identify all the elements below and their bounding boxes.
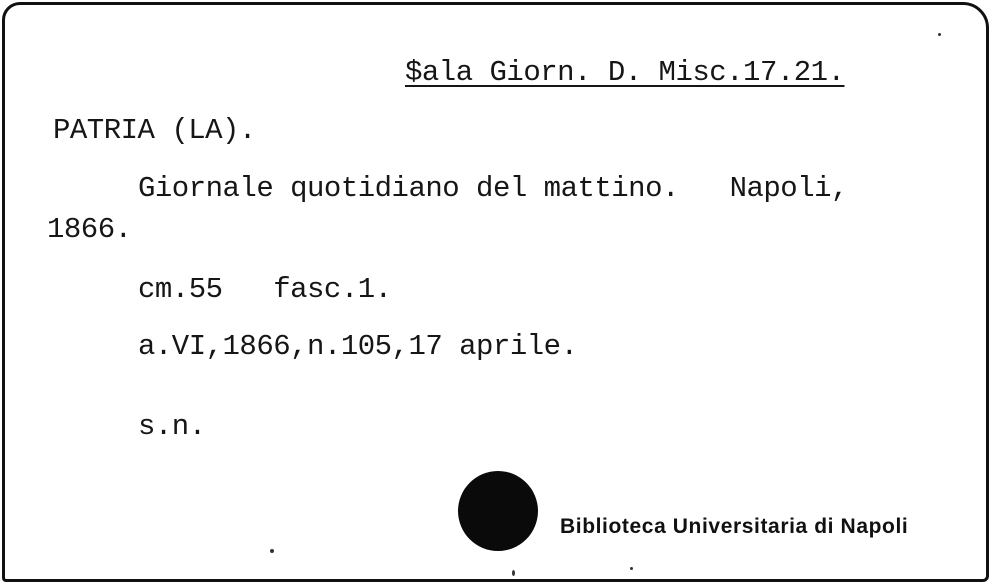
speck-mark (630, 567, 633, 570)
speck-mark (512, 570, 515, 576)
library-stamp-text: Biblioteca Universitaria di Napoli (560, 515, 909, 538)
issue-details: a.VI,1866,n.105,17 aprile. (138, 330, 578, 363)
description-line-2: 1866. (47, 213, 132, 246)
record-title: PATRIA (LA). (53, 114, 256, 147)
publisher-note: s.n. (138, 410, 206, 443)
speck-mark (938, 33, 941, 36)
library-stamp-dot-icon (458, 471, 538, 551)
shelfmark: $ala Giorn. D. Misc.17.21. (405, 56, 845, 89)
speck-mark (270, 549, 274, 553)
physical-description: cm.55 fasc.1. (138, 273, 392, 306)
description-line-1: Giornale quotidiano del mattino. Napoli, (138, 172, 848, 205)
